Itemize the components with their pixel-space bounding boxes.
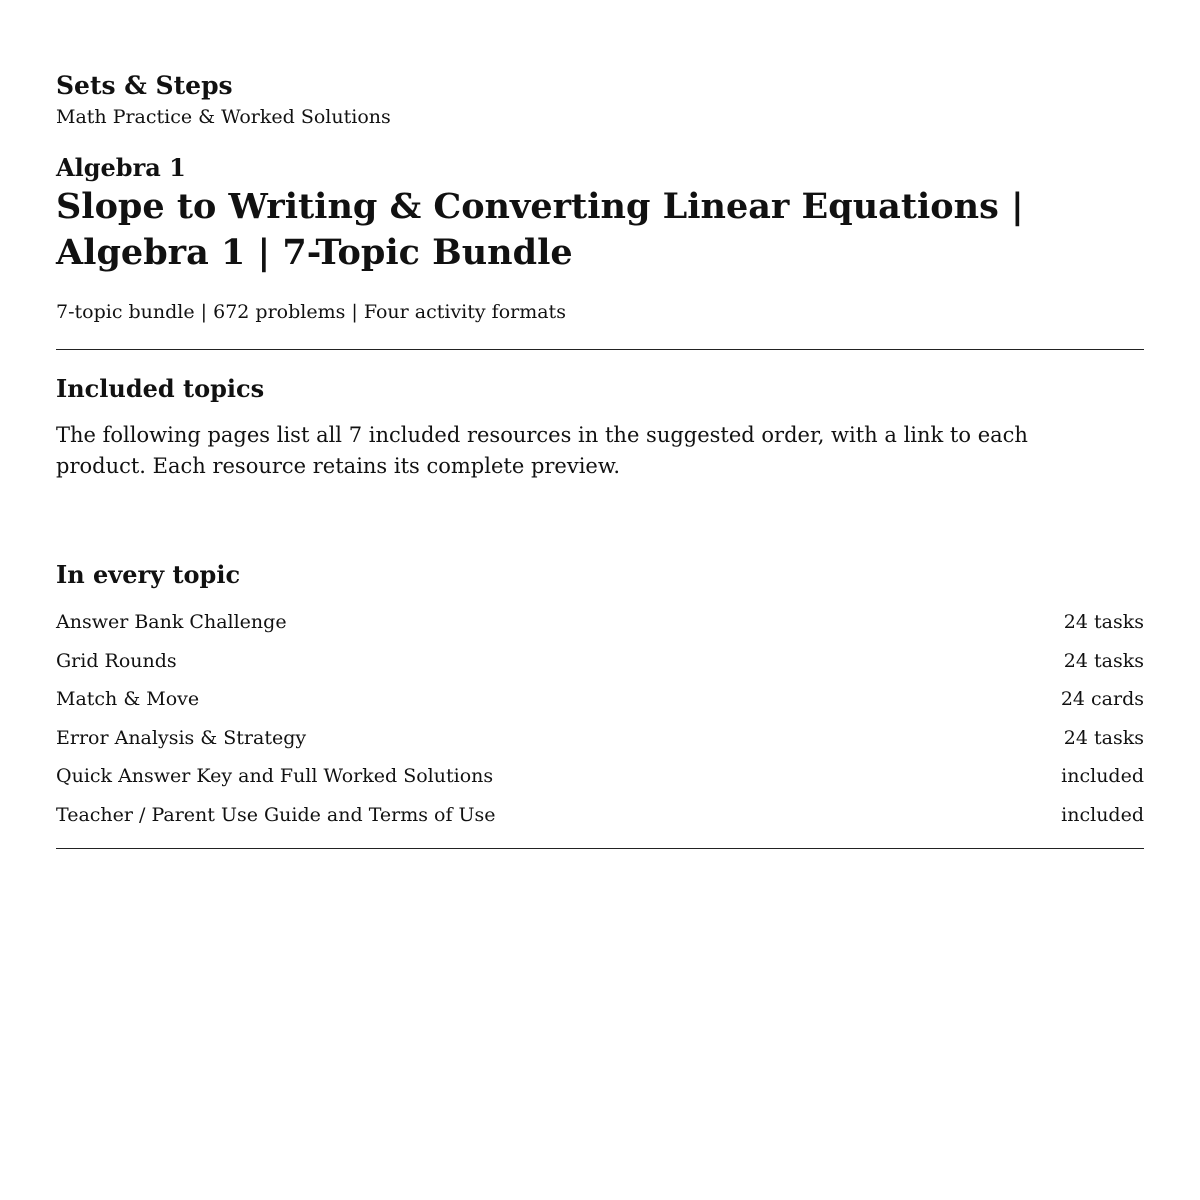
list-item [56, 603, 1144, 642]
feature-label: Match & Move [56, 688, 200, 710]
feature-value: included [1061, 765, 1144, 787]
feature-label: Grid Rounds [56, 649, 177, 672]
product-meta: 7-topic bundle | 672 problems | Four activity formats [56, 301, 566, 323]
list-item [56, 642, 1144, 681]
feature-value: 24 cards [1060, 688, 1144, 710]
list-item [56, 757, 1144, 796]
feature-value: 24 tasks [1063, 611, 1144, 633]
included-topics-heading: Included topics [56, 374, 265, 403]
included-topics-body: The following pages list all 7 included resources in the suggested order, with a link to each product. Each resource retains its complete preview. [56, 423, 1028, 478]
feature-value: 24 tasks [1063, 649, 1144, 672]
brand-name: Sets & Steps [56, 71, 233, 100]
feature-value: 24 tasks [1063, 726, 1144, 749]
list-item [56, 719, 1144, 758]
every-topic-heading: In every topic [56, 560, 241, 589]
feature-label: Teacher / Parent Use Guide and Terms of Use [56, 803, 496, 826]
feature-label: Quick Answer Key and Full Worked Solutions [56, 765, 494, 787]
product-title: Slope to Writing & Converting Linear Equations | Algebra 1 | 7-Topic Bundle [56, 186, 1024, 273]
feature-label: Answer Bank Challenge [56, 611, 287, 633]
every-topic-list [56, 603, 1144, 834]
subject-label: Algebra 1 [56, 153, 186, 182]
list-item [56, 796, 1144, 835]
divider-bottom [56, 848, 1144, 849]
list-item [56, 680, 1144, 719]
feature-value: included [1061, 803, 1144, 826]
feature-label: Error Analysis & Strategy [56, 726, 307, 749]
brand-tagline: Math Practice & Worked Solutions [56, 106, 391, 128]
divider-top [56, 349, 1144, 350]
